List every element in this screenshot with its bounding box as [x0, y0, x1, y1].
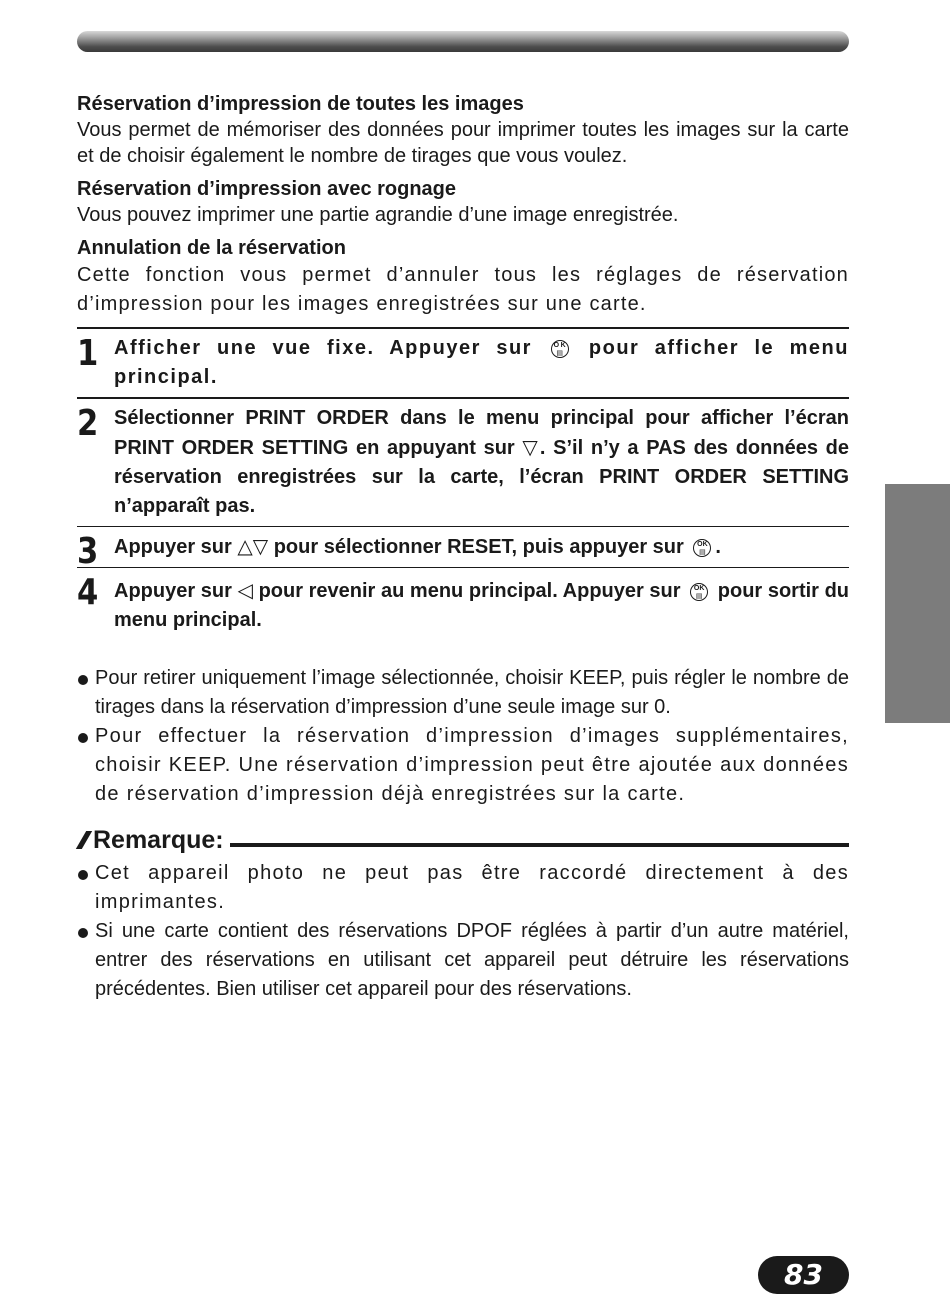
menu-icon: ▤: [556, 349, 565, 357]
up-down-arrow-icon: △▽: [237, 534, 269, 558]
pencil-icon: [76, 831, 92, 849]
step-4: [77, 567, 849, 640]
section-title: Réservation d’impression de toutes les images: [77, 93, 524, 115]
left-arrow-icon: ◁: [237, 578, 253, 602]
bullet-list: [77, 664, 849, 809]
step-text-part: pour revenir au menu principal. Appuyer sur: [258, 580, 681, 602]
step-text: [114, 532, 849, 562]
step-number: 3: [77, 531, 99, 572]
step-text-part: .: [715, 536, 721, 558]
note-title: Remarque:: [93, 826, 224, 854]
ok-button-icon: [551, 340, 569, 358]
step-3: [77, 526, 849, 572]
down-arrow-icon: ▽: [522, 435, 540, 459]
step-text-part: pour sélectionner RESET, puis appuyer sur: [273, 536, 684, 558]
step-text-part: . S’il n’y a PAS des données de réservation enregistrées sur la carte, l’écran PRINT ORDER SETTING n’apparaît pas.: [114, 437, 849, 517]
section-text: Vous permet de mémoriser des données pour imprimer toutes les images sur la carte et de choisir également le nombre de tirages que vous voulez.: [77, 119, 849, 167]
step-text-part: Appuyer sur: [114, 580, 232, 602]
note-list: [77, 859, 849, 1004]
step-text-part: Sélectionner PRINT ORDER dans le menu principal pour afficher l’écran PRINT ORDER SETTING en appuyant sur: [114, 407, 849, 459]
section-title: Réservation d’impression avec rognage: [77, 178, 457, 200]
step-text: [114, 334, 849, 392]
step-1: [77, 327, 849, 397]
note-item: Cet appareil photo ne peut pas être raccordé directement à des imprimantes.: [77, 859, 849, 917]
section-text: Vous pouvez imprimer une partie agrandie d’une image enregistrée.: [77, 204, 679, 226]
bullet-item: Pour retirer uniquement l’image sélectionnée, choisir KEEP, puis régler le nombre de tirages dans la réservation d’impression d’une seule image sur 0.: [77, 664, 849, 722]
menu-icon: ▤: [695, 592, 703, 600]
step-text-part: pour afficher le menu principal.: [114, 337, 849, 388]
ok-icon-label: OK: [697, 540, 708, 548]
step-2: [77, 397, 849, 526]
step-number: 2: [77, 403, 99, 444]
step-number: 1: [77, 333, 99, 374]
section-title: Annulation de la réservation: [77, 237, 346, 259]
chapter-tab: [885, 484, 950, 723]
page-number: 83: [758, 1256, 849, 1294]
section-cancel: [77, 236, 849, 319]
ok-icon-label: OK: [553, 341, 568, 349]
ok-button-icon: [690, 583, 708, 601]
bullet-item: Pour effectuer la réservation d’impression d’images supplémentaires, choisir KEEP. Une réservation d’impression peut être ajoutée aux données de réservation d’impression déjà enregistrées sur la carte.: [77, 722, 849, 809]
section-text: Cette fonction vous permet d’annuler tous les réglages de réservation d’impression pour les images enregistrées sur une carte.: [77, 264, 849, 315]
section-cropping: [77, 177, 849, 228]
note-divider: [230, 843, 849, 847]
note-header: [77, 825, 849, 855]
ok-button-icon: [693, 539, 711, 557]
step-text-part: Afficher une vue fixe. Appuyer sur: [114, 337, 532, 359]
step-text: [114, 576, 849, 635]
step-text-part: pour sortir du menu principal.: [114, 580, 850, 631]
ok-icon-label: OK: [693, 584, 705, 592]
header-bar: [77, 31, 849, 52]
step-number: 4: [77, 572, 99, 613]
page-content: [77, 92, 849, 1004]
section-all-images: [77, 92, 849, 169]
step-text: [114, 404, 849, 521]
step-text-part: Appuyer sur: [114, 536, 232, 558]
menu-icon: ▤: [699, 548, 706, 556]
note-item: Si une carte contient des réservations DPOF réglées à partir d’un autre matériel, entrer des réservations en utilisant cet appareil peut détruire les réservations précédentes. Bien utiliser cet appareil pour des réservations.: [77, 917, 849, 1004]
step-list: [77, 327, 849, 640]
